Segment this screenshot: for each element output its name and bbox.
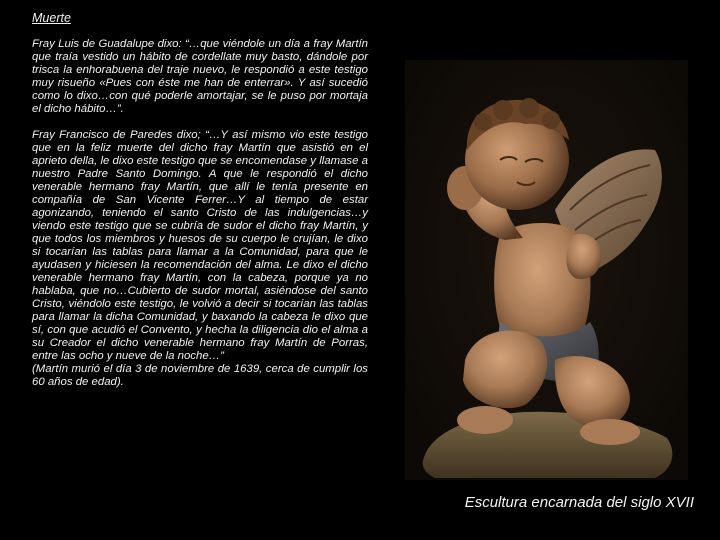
text-column <box>32 12 368 389</box>
death-date-note: (Martín murió el día 3 de noviembre de 1639, cerca de cumplir los 60 años de edad). <box>32 363 368 388</box>
cherub-sculpture-image <box>405 60 688 480</box>
testimony-paragraph-2 <box>32 129 368 389</box>
sculpture-photo <box>405 60 688 480</box>
testimony-paragraph-1: Fray Luis de Guadalupe dixo: “…que viéndole un día a fray Martín que traía vestido un hábito de cordellate muy basto, dándole por trisca la enhorabuena del traje nuevo, le respondió a este testigo muy risueño «Pues con éste me han de enterrar». Y así sucedió como lo dixo…con qué poderle amortajar, se le puso por mortaja el dicho hábito…”. <box>32 38 368 115</box>
testimony-paragraph-2-text: Fray Francisco de Paredes dixo; “…Y así mismo vio este testigo que en la feliz muerte del dicho fray Martín que asistió en el aprieto della, le dixo este testigo que se encomendase y llamase a nuestro Padre Santo Domingo. A que le respondió el dicho venerable hermano fray Martín, que allí le tenía presente en compañía de San Vicente Ferrer…Y al tiempo de estar agonizando, teniendo el santo Cristo de las indulgencias…y viendo este testigo que se cubría de sudor el dicho fray Martín, y que todos los miembros y huesos de su cuerpo le crujían, le dixo si tocarían las tablas para llamar a la Comunidad, para que le ayudasen y hiciesen la recomendación del alma. Le dixo el dicho venerable hermano fray Martín, con la cabeza, porque ya no hablaba, que no…Cubierto de sudor mortal, asiéndose del santo Cristo, viéndolo este testigo, le volvió a decir si tocarían las tablas para llamar la dicha Comunidad, y baxando la cabeza le dixo que sí, con que acudió el Convento, y hecha la diligencia dio el alma a su Creador el dicho venerable hermano fray Martín de Porras, entre las ocho y nueve de la noche…” <box>32 129 368 362</box>
image-caption: Escultura encarnada del siglo XVII <box>464 494 694 511</box>
section-heading: Muerte <box>32 11 71 25</box>
